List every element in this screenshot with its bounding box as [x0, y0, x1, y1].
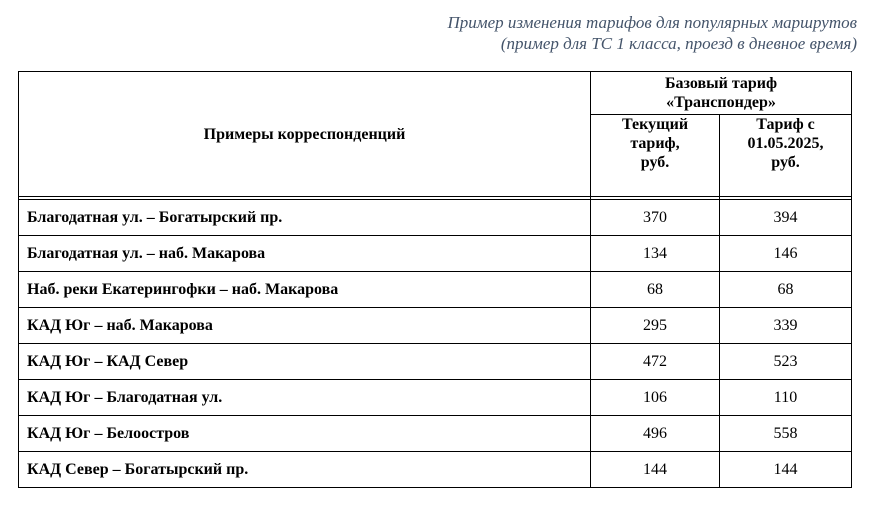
current-tariff-cell: 134	[591, 236, 720, 272]
table-row	[19, 308, 852, 344]
new-tariff-cell: 144	[720, 452, 852, 488]
table-caption	[447, 12, 857, 54]
tariff-table	[18, 71, 852, 488]
table-row	[19, 380, 852, 416]
base-tariff-header-line-1: Базовый тариф	[664, 75, 778, 93]
table-row	[19, 272, 852, 308]
table-row	[19, 416, 852, 452]
new-tariff-cell: 68	[720, 272, 852, 308]
route-cell: КАД Юг – Благодатная ул.	[19, 380, 591, 416]
route-cell: КАД Юг – Белоостров	[19, 416, 591, 452]
current-tariff-cell: 370	[591, 200, 720, 236]
route-cell: КАД Север – Богатырский пр.	[19, 452, 591, 488]
caption-line-1: Пример изменения тарифов для популярных маршрутов	[447, 13, 857, 32]
new-tariff-cell: 558	[720, 416, 852, 452]
new-tariff-cell: 110	[720, 380, 852, 416]
new-tariff-cell: 394	[720, 200, 852, 236]
table-row	[19, 344, 852, 380]
current-tariff-cell: 496	[591, 416, 720, 452]
base-tariff-header-line-2: «Транспондер»	[666, 94, 776, 112]
new-tariff-cell: 523	[720, 344, 852, 380]
route-cell: Наб. реки Екатерингофки – наб. Макарова	[19, 272, 591, 308]
routes-column-header: Примеры корреспонденций	[19, 72, 591, 197]
table-row	[19, 452, 852, 488]
table-row	[19, 236, 852, 272]
current-tariff-cell: 68	[591, 272, 720, 308]
current-tariff-cell: 106	[591, 380, 720, 416]
new-tariff-header: Тариф с 01.05.2025, руб.	[720, 115, 852, 197]
route-cell: Благодатная ул. – Богатырский пр.	[19, 200, 591, 236]
route-cell: КАД Юг – КАД Север	[19, 344, 591, 380]
route-cell: Благодатная ул. – наб. Макарова	[19, 236, 591, 272]
new-tariff-cell: 339	[720, 308, 852, 344]
base-tariff-group-header	[591, 72, 852, 115]
route-cell: КАД Юг – наб. Макарова	[19, 308, 591, 344]
current-tariff-cell: 295	[591, 308, 720, 344]
current-tariff-cell: 144	[591, 452, 720, 488]
new-tariff-cell: 146	[720, 236, 852, 272]
current-tariff-cell: 472	[591, 344, 720, 380]
current-tariff-header: Текущий тариф, руб.	[591, 115, 720, 197]
caption-line-2: (пример для ТС 1 класса, проезд в дневное время)	[500, 34, 857, 53]
table-row	[19, 200, 852, 236]
